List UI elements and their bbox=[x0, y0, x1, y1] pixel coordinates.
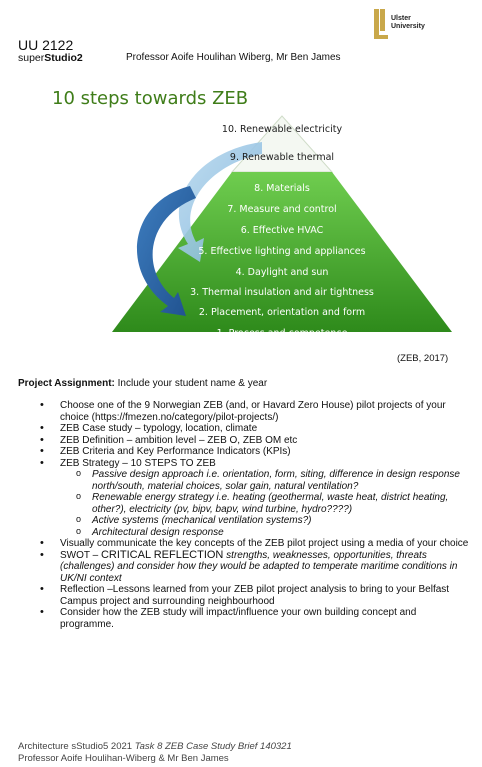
assignment-heading bbox=[18, 378, 267, 389]
footer-line1 bbox=[18, 741, 292, 752]
list-item: • Reflection –Lessons learned from your ZEB pilot project analysis to bring to your Belfast Campus project and surrounding neighbourhood bbox=[40, 584, 472, 607]
sub-list-item: o Active systems (mechanical ventilation systems?) bbox=[40, 515, 472, 527]
assignment-list bbox=[40, 400, 472, 630]
list-item: • Choose one of the 9 Norwegian ZEB (and, or Havard Zero House) pilot projects of your choice (https://fmezen.no/category/pilot-projects/) bbox=[40, 400, 472, 423]
header-authors: Professor Aoife Houlihan Wiberg, Mr Ben James bbox=[126, 52, 341, 63]
step-6: 6. Effective HVAC bbox=[240, 225, 324, 236]
list-item-swot bbox=[40, 550, 472, 585]
list-item: • ZEB Criteria and Key Performance Indicators (KPIs) bbox=[40, 446, 472, 458]
step-3: 3. Thermal insulation and air tightness bbox=[190, 287, 374, 298]
list-item: • Visually communicate the key concepts of the ZEB pilot project using a media of your choice bbox=[40, 538, 472, 550]
logo-line1: Ulster bbox=[391, 15, 411, 22]
logo-wordmark bbox=[391, 15, 425, 31]
diagram-source: (ZEB, 2017) bbox=[397, 353, 449, 364]
step-10: 10. Renewable electricity bbox=[221, 124, 343, 135]
assignment-heading-rest: Include your student name & year bbox=[114, 378, 268, 389]
diagram-title: 10 steps towards ZEB bbox=[52, 88, 249, 109]
assignment-heading-bold: Project Assignment: bbox=[18, 378, 115, 389]
studio-bold: Studio2 bbox=[44, 52, 83, 64]
studio-name bbox=[18, 52, 83, 64]
studio-prefix: super bbox=[18, 52, 45, 64]
step-7: 7. Measure and control bbox=[227, 204, 337, 215]
list-item: • ZEB Definition – ambition level – ZEB O, ZEB OM etc bbox=[40, 435, 472, 447]
sub-list-item: o Passive design approach i.e. orientation, form, siting, difference in design response north/south, material choices, solar gain, natural ventilation? bbox=[40, 469, 472, 492]
sub-list-item: o Renewable energy strategy i.e. heating (geothermal, waste heat, district heating, other?), electricity (pv, bipv, bapv, wind turbine, hydro????) bbox=[40, 492, 472, 515]
step-1: 1. Process and competence bbox=[216, 328, 348, 339]
swot-rest: strengths, weaknesses, opportunities, threats (challenges) and consider how they would be adapted to temperate maritime conditions in UK/NI context bbox=[60, 549, 458, 584]
step-2: 2. Placement, orientation and form bbox=[198, 307, 366, 318]
footer-plain: Architecture sStudio5 2021 bbox=[18, 741, 135, 752]
sub-list-item: o Architectural design response bbox=[40, 527, 472, 539]
course-code: UU 2122 bbox=[18, 37, 74, 53]
step-9: 9. Renewable thermal bbox=[229, 152, 335, 163]
list-item: • ZEB Case study – typology, location, climate bbox=[40, 423, 472, 435]
step-4: 4. Daylight and sun bbox=[235, 267, 329, 278]
swot-lead: SWOT – bbox=[60, 549, 101, 561]
list-item: • Consider how the ZEB study will impact/influence your own building concept and programme. bbox=[40, 607, 472, 630]
swot-caps: CRITICAL REFLECTION bbox=[100, 548, 224, 561]
step-8: 8. Materials bbox=[254, 183, 310, 194]
logo-line2: University bbox=[391, 23, 425, 30]
footer-italic: Task 8 ZEB Case Study Brief 140321 bbox=[134, 741, 292, 752]
footer-line2: Professor Aoife Houlihan-Wiberg & Mr Ben James bbox=[18, 753, 229, 764]
list-item: • ZEB Strategy – 10 STEPS TO ZEB bbox=[40, 458, 472, 470]
step-5: 5. Effective lighting and appliances bbox=[198, 246, 366, 257]
